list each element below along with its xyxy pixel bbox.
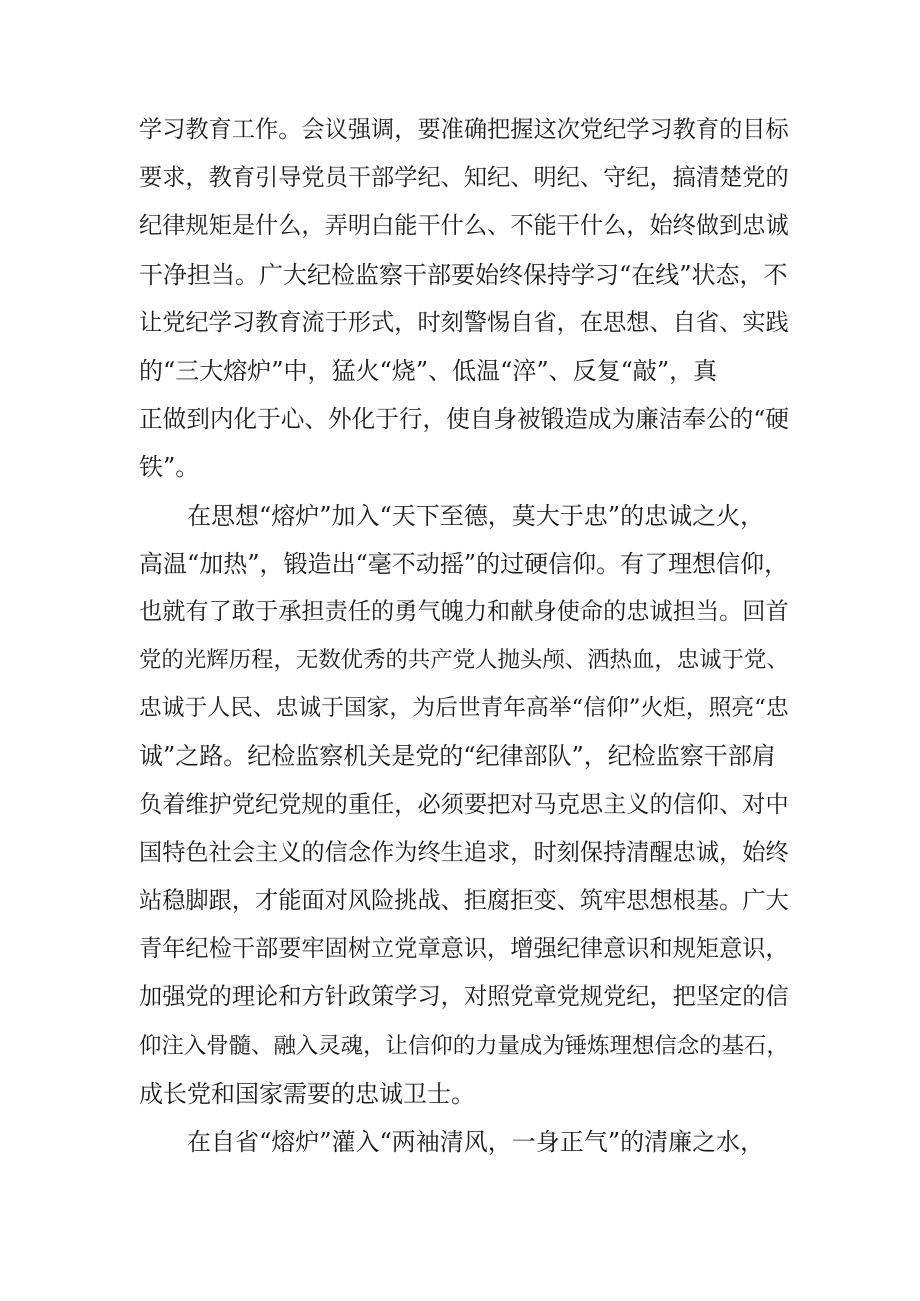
text-line-15: 负着维护党纪党规的重任，必须要把对马克思主义的信仰、对中 [139,790,789,818]
text-line-17: 站稳脚跟，才能面对风险挑战、拒腐拒变、筑牢思想根基。广大 [139,887,789,914]
text-line-5: 让党纪学习教育流于形式，时刻警惕自省，在思想、自省、实践 [139,308,789,336]
text-line-11: 也就有了敢于承担责任的勇气魄力和献身使命的忠诚担当。回首 [139,597,789,625]
text-line-18: 青年纪检干部要牢固树立党章意识，增强纪律意识和规矩意识， [139,935,789,963]
text-line-12: 党的光辉历程，无数优秀的共产党人抛头颅、洒热血，忠诚于党、 [139,647,789,674]
text-line-19: 加强党的理论和方针政策学习，对照党章党规党纪，把坚定的信 [139,983,789,1011]
text-line-6: 的“三大熔炉”中，猛火“烧”、低温“淬”、反复“敲”，真 [139,356,718,385]
text-line-16: 国特色社会主义的信念作为终生追求，时刻保持清醒忠诚，始终 [139,838,789,866]
text-line-13: 忠诚于人民、忠诚于国家，为后世青年高举“信仰”火炬，照亮“忠 [139,695,789,722]
text-line-10: 高温“加热”，锻造出“毫不动摇”的过硬信仰。有了理想信仰， [139,549,789,578]
text-line-4: 干净担当。广大纪检监察干部要始终保持学习“在线”状态，不 [139,260,788,289]
body-text [139,106,789,1166]
text-line-2: 要求，教育引导党员干部学纪、知纪、明纪、守纪，搞清楚党的 [139,164,789,192]
text-line-20: 仰注入骨髓、融入灵魂，让信仰的力量成为锤炼理想信念的基石， [139,1032,789,1059]
text-line-1: 学习教育工作。会议强调，要准确把握这次党纪学习教育的目标 [139,116,789,143]
text-line-9: 在思想“熔炉”加入“天下至德，莫大于忠”的忠诚之火， [139,501,765,530]
text-line-22: 在自省“熔炉”灌入“两袖清风，一身正气”的清廉之水， [139,1127,765,1156]
text-line-3: 纪律规矩是什么，弄明白能干什么、不能干什么，始终做到忠诚 [139,212,789,240]
text-line-7: 正做到内化于心、外化于行，使自身被锻造成为廉洁奉公的“硬 [139,405,789,434]
text-line-14: 诚”之路。纪检监察机关是党的“纪律部队”，纪检监察干部肩 [139,742,776,771]
text-line-8: 铁”。 [139,453,200,482]
text-line-21: 成长党和国家需要的忠诚卫士。 [139,1079,475,1108]
